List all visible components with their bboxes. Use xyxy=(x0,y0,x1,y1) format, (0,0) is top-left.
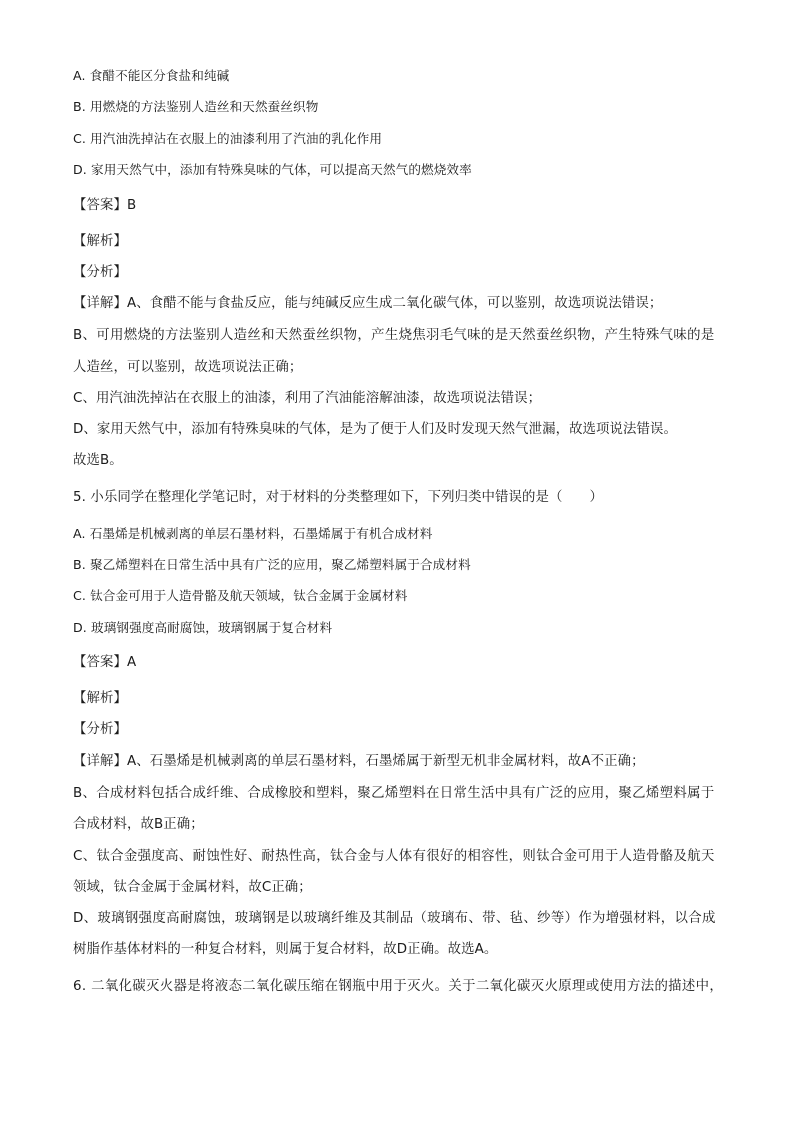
q4-detail-line: 人造丝，可以鉴别，故选项说法正确； xyxy=(73,360,303,375)
q6-stem: 6. 二氧化碳灭火器是将液态二氧化碳压缩在钢瓶中用于灭火。关于二氧化碳灭火原理或使用方法的描述中， xyxy=(73,979,724,994)
q4-option-d: D. 家用天然气中，添加有特殊臭味的气体，可以提高天然气的燃烧效率 xyxy=(73,162,472,177)
q5-detail-line: C、钛合金强度高、耐蚀性好、耐热性高，钛合金与人体有很好的相容性，则钛合金可用于人造骨骼及航天 xyxy=(73,849,715,864)
q5-detail-line: 合成材料，故B正确； xyxy=(73,817,204,832)
q5-detail-line: D、玻璃钢强度高耐腐蚀，玻璃钢是以玻璃纤维及其制品（玻璃布、带、毡、纱等）作为增强材料，以合成 xyxy=(73,911,716,926)
q4-fenxi-label: 【分析】 xyxy=(73,265,127,280)
q5-detail-line: B、合成材料包括合成纤维、合成橡胶和塑料，聚乙烯塑料在日常生活中具有广泛的应用，聚乙烯塑料属于 xyxy=(73,786,715,801)
q5-detail-line: 树脂作基体材料的一种复合材料，则属于复合材料，故D正确。故选A。 xyxy=(73,942,498,957)
q5-detail-line: 【详解】A、石墨烯是机械剥离的单层石墨材料，石墨烯属于新型无机非金属材料，故A不正确； xyxy=(73,754,645,769)
q4-answer: 【答案】B xyxy=(73,198,137,213)
q5-stem: 5. 小乐同学在整理化学笔记时，对于材料的分类整理如下，下列归类中错误的是（ ） xyxy=(73,490,603,505)
q5-option-d: D. 玻璃钢强度高耐腐蚀，玻璃钢属于复合材料 xyxy=(73,620,333,635)
q4-detail-line: 【详解】A、食醋不能与食盐反应，能与纯碱反应生成二氧化碳气体，可以鉴别，故选项说法错误； xyxy=(73,296,663,311)
q4-analysis-label: 【解析】 xyxy=(73,234,127,249)
q4-option-c: C. 用汽油洗掉沾在衣服上的油漆利用了汽油的乳化作用 xyxy=(73,131,383,146)
q4-conclusion: 故选B。 xyxy=(73,453,123,468)
q4-detail-line: B、可用燃烧的方法鉴别人造丝和天然蚕丝织物，产生烧焦羽毛气味的是天然蚕丝织物，产生特殊气味的是 xyxy=(73,328,715,343)
q5-option-b: B. 聚乙烯塑料在日常生活中具有广泛的应用，聚乙烯塑料属于合成材料 xyxy=(73,557,471,572)
q4-detail-line: C、用汽油洗掉沾在衣服上的油漆，利用了汽油能溶解油漆，故选项说法错误； xyxy=(73,391,542,406)
q4-option-b: B. 用燃烧的方法鉴别人造丝和天然蚕丝织物 xyxy=(73,99,319,114)
q5-analysis-label: 【解析】 xyxy=(73,691,127,706)
q5-answer: 【答案】A xyxy=(73,655,137,670)
q4-option-a: A. 食醋不能区分食盐和纯碱 xyxy=(73,68,230,83)
q5-option-c: C. 钛合金可用于人造骨骼及航天领域，钛合金属于金属材料 xyxy=(73,588,408,603)
q4-detail-line: D、家用天然气中，添加有特殊臭味的气体，是为了便于人们及时发现天然气泄漏，故选项说法错误。 xyxy=(73,422,677,437)
q5-fenxi-label: 【分析】 xyxy=(73,722,127,737)
q5-option-a: A. 石墨烯是机械剥离的单层石墨材料，石墨烯属于有机合成材料 xyxy=(73,526,433,541)
q5-detail-line: 领域，钛合金属于金属材料，故C正确； xyxy=(73,880,312,895)
